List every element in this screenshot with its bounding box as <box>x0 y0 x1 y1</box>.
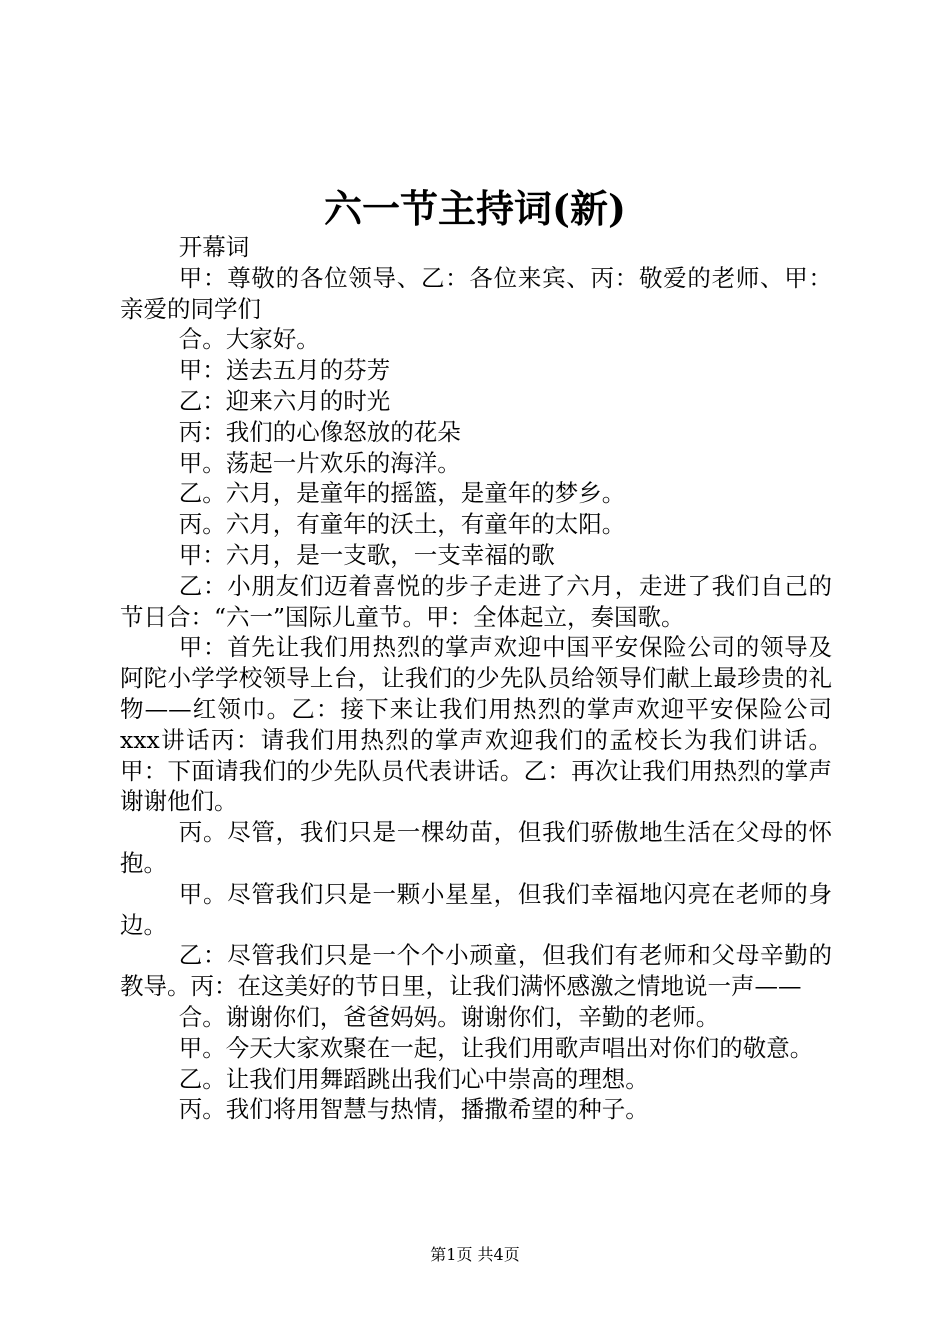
page-title: 六一节主持词(新) <box>324 186 626 231</box>
paragraph: 乙：迎来六月的时光 <box>178 386 391 415</box>
paragraph: 合。谢谢你们，爸爸妈妈。谢谢你们，辛勤的老师。 <box>178 1002 720 1031</box>
paragraph: 甲：尊敬的各位领导、乙：各位来宾、丙：敬爱的老师、甲：亲爱的同学们 <box>120 263 832 323</box>
paragraph: 开幕词 <box>178 233 250 261</box>
paragraph: 乙。六月，是童年的摇篮，是童年的梦乡。 <box>178 479 626 508</box>
page-number-footer: 第1页 共4页 <box>430 1245 520 1264</box>
paragraph: 乙。让我们用舞蹈跳出我们心中崇高的理想。 <box>178 1064 649 1093</box>
paragraph: 甲。尽管我们只是一颗小星星，但我们幸福地闪亮在老师的身边。 <box>120 879 832 939</box>
paragraph: 甲：首先让我们用热烈的掌声欢迎中国平安保险公司的领导及阿陀小学学校领导上台，让我们的少先队员给领导们献上最珍贵的礼物——红领巾。乙：接下来让我们用热烈的掌声欢迎平安保险公司xxx讲话丙：请我们用热烈的掌声欢迎我们的孟校长为我们讲话。甲：下面请我们的少先队员代表讲话。乙：再次让我们用热烈的掌声谢谢他们。 <box>120 633 832 816</box>
paragraph: 合。大家好。 <box>178 325 320 354</box>
paragraph: 甲。今天大家欢聚在一起，让我们用歌声唱出对你们的敬意。 <box>178 1033 814 1062</box>
paragraph: 丙。六月，有童年的沃土，有童年的太阳。 <box>178 510 626 539</box>
paragraph: 甲：六月，是一支歌，一支幸福的歌 <box>178 540 555 569</box>
paragraph: 甲：送去五月的芬芳 <box>178 356 391 385</box>
paragraph: 甲。荡起一片欢乐的海洋。 <box>178 448 461 477</box>
paragraph: 丙。我们将用智慧与热情，播撒希望的种子。 <box>178 1095 649 1124</box>
paragraph: 乙：尽管我们只是一个个小顽童，但我们有老师和父母辛勤的教导。丙：在这美好的节日里，让我们满怀感激之情地说一声—— <box>120 941 832 1001</box>
paragraph: 丙。尽管，我们只是一棵幼苗，但我们骄傲地生活在父母的怀抱。 <box>120 818 832 877</box>
paragraph: 乙：小朋友们迈着喜悦的步子走进了六月，走进了我们自己的节日合：“六一”国际儿童节。甲：全体起立，奏国歌。 <box>120 571 832 631</box>
document-body <box>120 232 832 1125</box>
paragraph: 丙：我们的心像怒放的花朵 <box>178 417 461 446</box>
